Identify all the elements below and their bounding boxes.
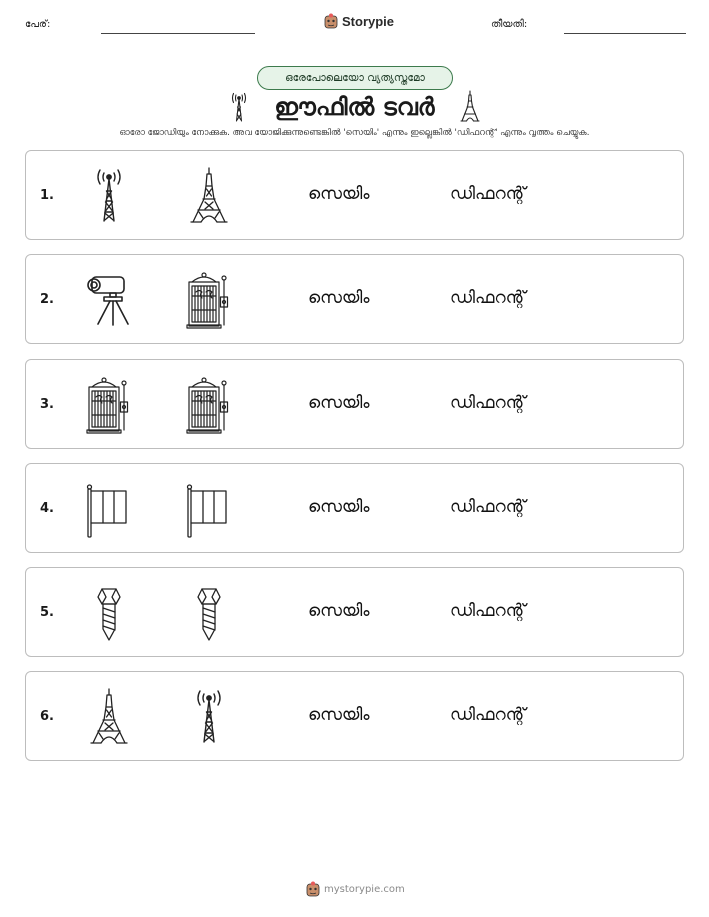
different-option[interactable]: ഡിഫറന്റ് xyxy=(450,497,526,517)
left-image xyxy=(80,687,138,747)
radio-tower-icon xyxy=(180,687,238,747)
screw-icon xyxy=(180,583,238,643)
question-card xyxy=(25,254,684,344)
elevator-icon xyxy=(180,375,238,435)
question-number: 5. xyxy=(40,605,54,620)
right-image xyxy=(180,583,238,643)
flag-icon xyxy=(80,479,138,539)
question-card xyxy=(25,671,684,761)
topic-pill xyxy=(257,66,453,90)
eiffel-tower-icon xyxy=(458,90,482,122)
brand-name: Storypie xyxy=(342,13,395,29)
surveying-tripod-icon xyxy=(80,270,138,330)
eiffel-tower-icon xyxy=(180,166,238,226)
question-number: 3. xyxy=(40,397,54,412)
footer xyxy=(306,881,405,897)
date-line[interactable] xyxy=(564,33,686,34)
radio-tower-icon xyxy=(80,166,138,226)
date-label: തീയതി: xyxy=(491,19,528,30)
name-label: പേര്: xyxy=(25,19,51,30)
name-line[interactable] xyxy=(101,33,255,34)
right-image xyxy=(180,166,238,226)
question-number: 2. xyxy=(40,292,54,307)
right-image xyxy=(180,687,238,747)
right-image xyxy=(180,375,238,435)
question-card xyxy=(25,567,684,657)
different-option[interactable]: ഡിഫറന്റ് xyxy=(450,184,526,204)
same-option[interactable]: സെയിം xyxy=(308,601,370,621)
question-number: 1. xyxy=(40,188,54,203)
question-number: 4. xyxy=(40,501,54,516)
left-image xyxy=(80,166,138,226)
question-number: 6. xyxy=(40,709,54,724)
screw-icon xyxy=(80,583,138,643)
same-option[interactable]: സെയിം xyxy=(308,184,370,204)
right-image xyxy=(180,270,238,330)
question-card xyxy=(25,359,684,449)
different-option[interactable]: ഡിഫറന്റ് xyxy=(450,705,526,725)
instructions: ഓരോ ജോഡിയും നോക്കുക. അവ യോജിക്കുന്നുണ്ടെങ്കിൽ 'സെയിം' എന്നും ഇല്ലെങ്കിൽ 'ഡിഫറന്റ്' എന്നും വൃത്തം ചെയ്യുക. xyxy=(119,128,590,138)
question-card xyxy=(25,150,684,240)
left-image xyxy=(80,270,138,330)
left-image xyxy=(80,375,138,435)
storypie-mascot-icon xyxy=(306,881,320,897)
different-option[interactable]: ഡിഫറന്റ് xyxy=(450,601,526,621)
title-row xyxy=(0,90,709,124)
topic-pill-text: ഒരേപോലെയോ വ്യത്യസ്തമോ xyxy=(285,71,425,84)
brand-logo xyxy=(324,13,394,29)
same-option[interactable]: സെയിം xyxy=(308,288,370,308)
same-option[interactable]: സെയിം xyxy=(308,705,370,725)
right-image xyxy=(180,479,238,539)
page-title: ഈഫിൽ ടവർ xyxy=(274,93,435,121)
left-image xyxy=(80,583,138,643)
same-option[interactable]: സെയിം xyxy=(308,393,370,413)
flag-icon xyxy=(180,479,238,539)
left-image xyxy=(80,479,138,539)
different-option[interactable]: ഡിഫറന്റ് xyxy=(450,393,526,413)
storypie-mascot-icon xyxy=(324,13,338,29)
footer-url[interactable]: mystorypie.com xyxy=(324,883,405,895)
question-card xyxy=(25,463,684,553)
elevator-icon xyxy=(80,375,138,435)
eiffel-tower-icon xyxy=(80,687,138,747)
same-option[interactable]: സെയിം xyxy=(308,497,370,517)
different-option[interactable]: ഡിഫറന്റ് xyxy=(450,288,526,308)
elevator-icon xyxy=(180,270,238,330)
